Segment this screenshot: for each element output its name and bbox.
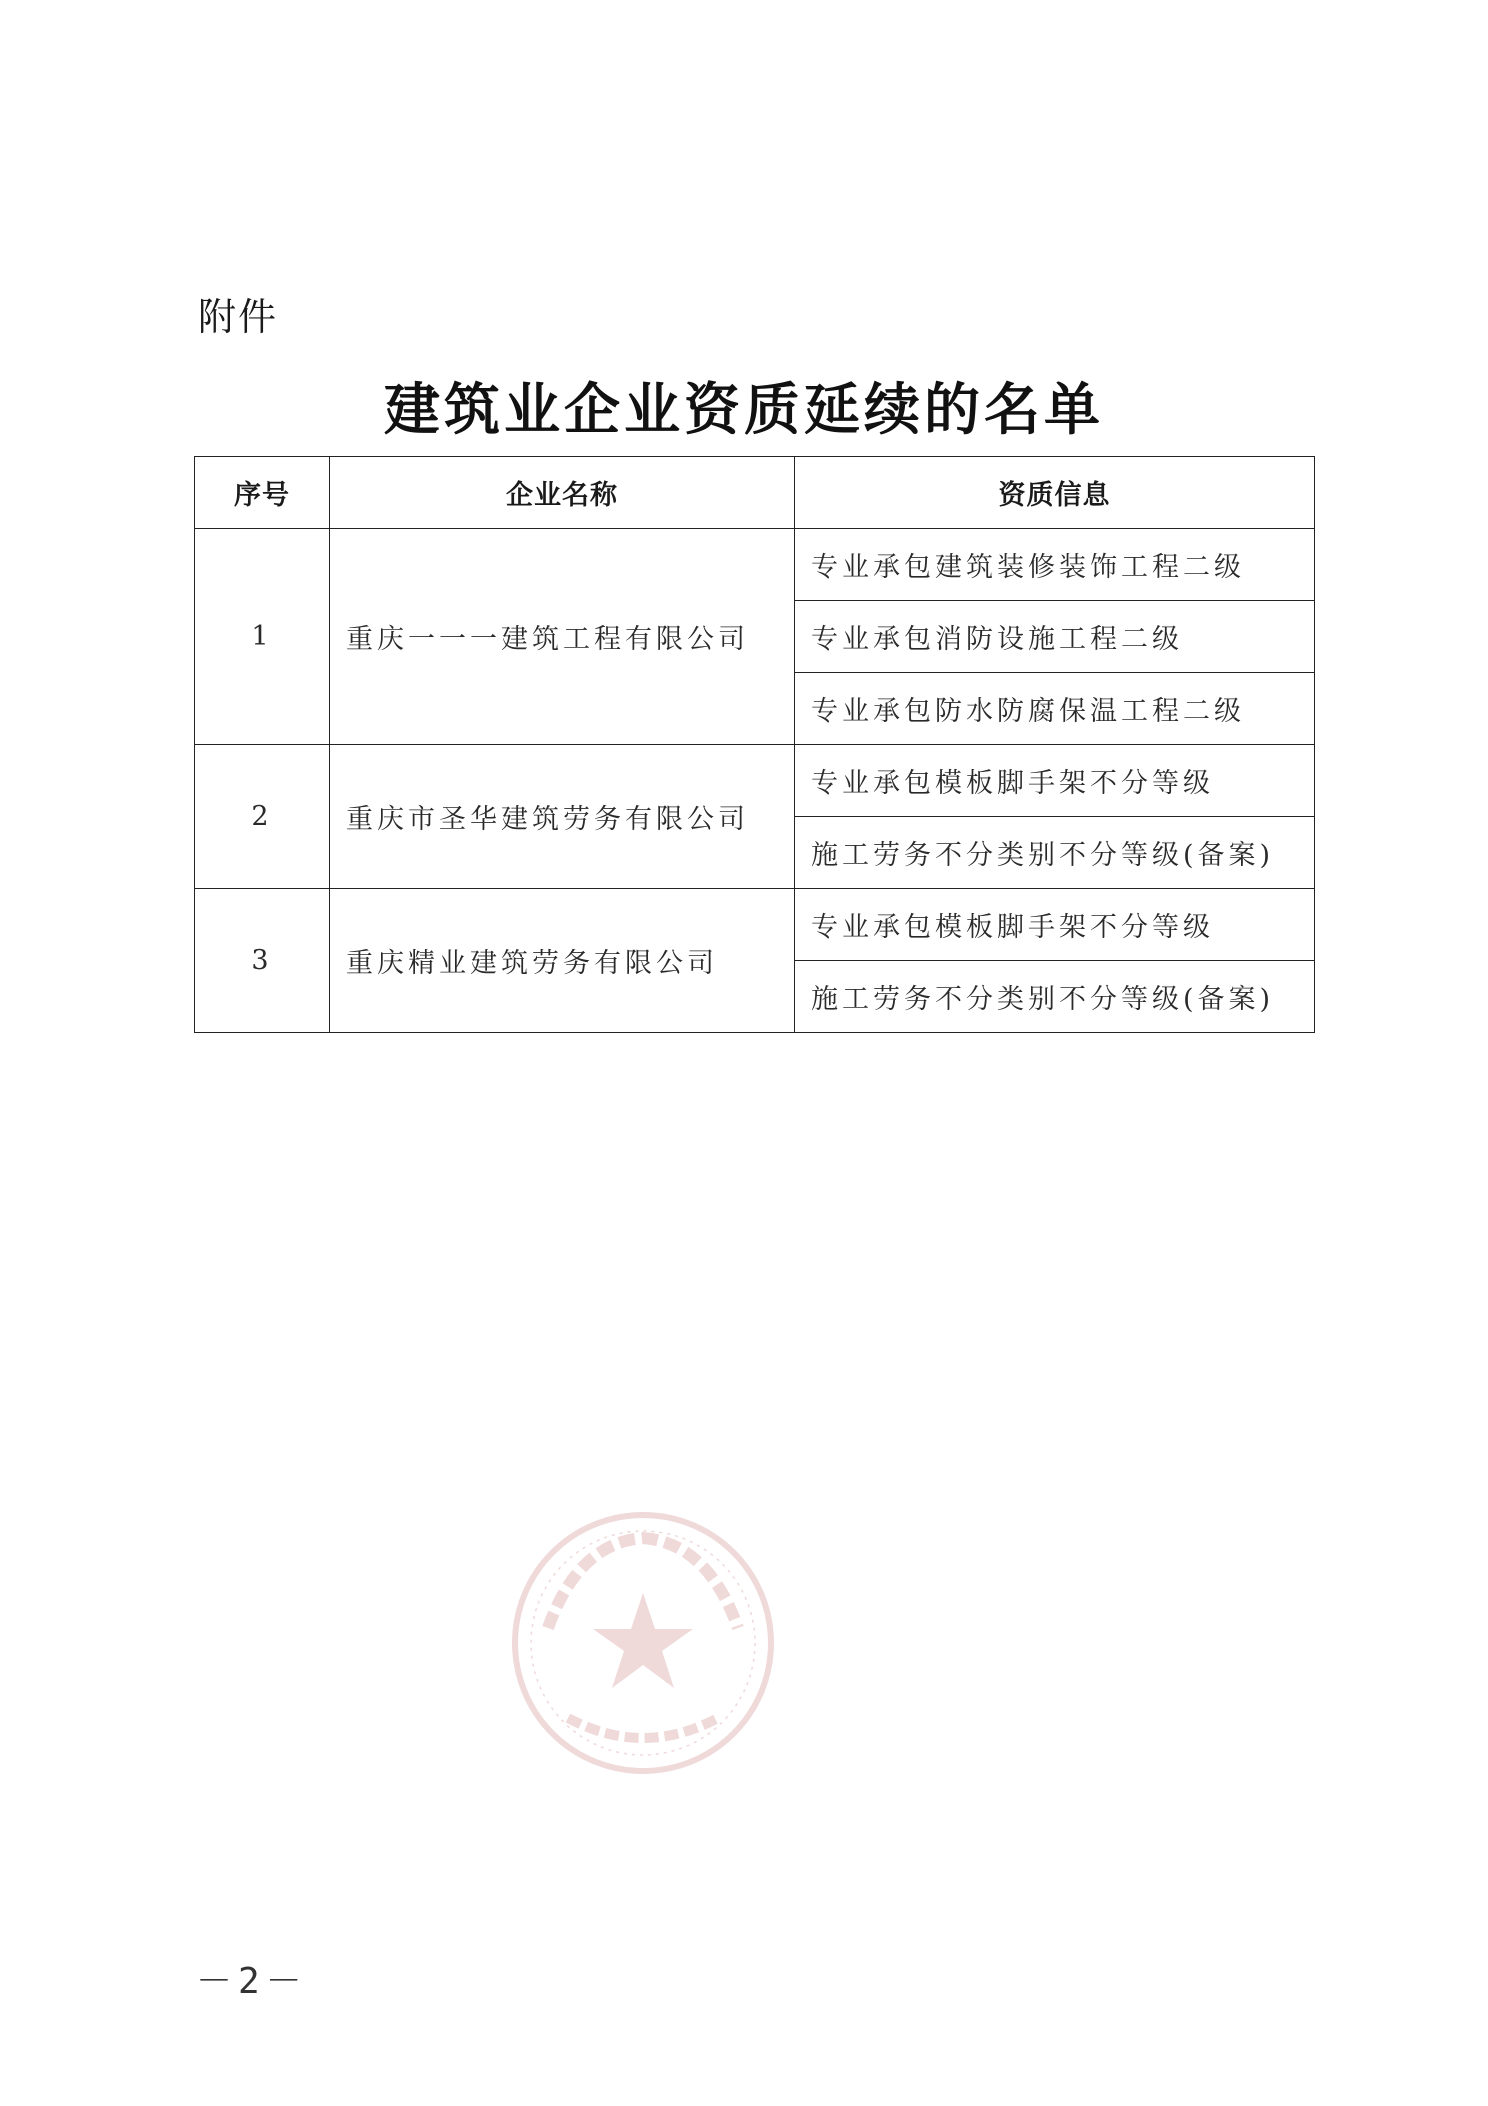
row-company: 重庆市圣华建筑劳务有限公司 — [330, 745, 795, 889]
row-seq: 1 — [195, 529, 330, 745]
row-qualification: 施工劳务不分类别不分等级(备案) — [795, 961, 1315, 1033]
row-qualification: 专业承包建筑装修装饰工程二级 — [795, 529, 1315, 601]
table-header-row — [195, 457, 1315, 529]
page-title: 建筑业企业资质延续的名单 — [384, 377, 1104, 443]
table-row — [195, 529, 1315, 601]
row-qualification: 施工劳务不分类别不分等级(备案) — [795, 817, 1315, 889]
row-company: 重庆一一一建筑工程有限公司 — [330, 529, 795, 745]
row-qualification: 专业承包防水防腐保温工程二级 — [795, 673, 1315, 745]
row-seq: 2 — [195, 745, 330, 889]
qualification-table — [194, 456, 1315, 1033]
row-qualification: 专业承包模板脚手架不分等级 — [795, 745, 1315, 817]
attachment-label: 附件 — [198, 295, 279, 339]
column-header-company: 企业名称 — [330, 457, 795, 529]
row-qualification: 专业承包模板脚手架不分等级 — [795, 889, 1315, 961]
row-company: 重庆精业建筑劳务有限公司 — [330, 889, 795, 1033]
official-seal-icon — [508, 1508, 778, 1778]
column-header-seq: 序号 — [195, 457, 330, 529]
row-qualification: 专业承包消防设施工程二级 — [795, 601, 1315, 673]
page-number: －2－ — [196, 1961, 308, 2002]
table-row — [195, 745, 1315, 817]
column-header-qualification: 资质信息 — [795, 457, 1315, 529]
table-row — [195, 889, 1315, 961]
row-seq: 3 — [195, 889, 330, 1033]
